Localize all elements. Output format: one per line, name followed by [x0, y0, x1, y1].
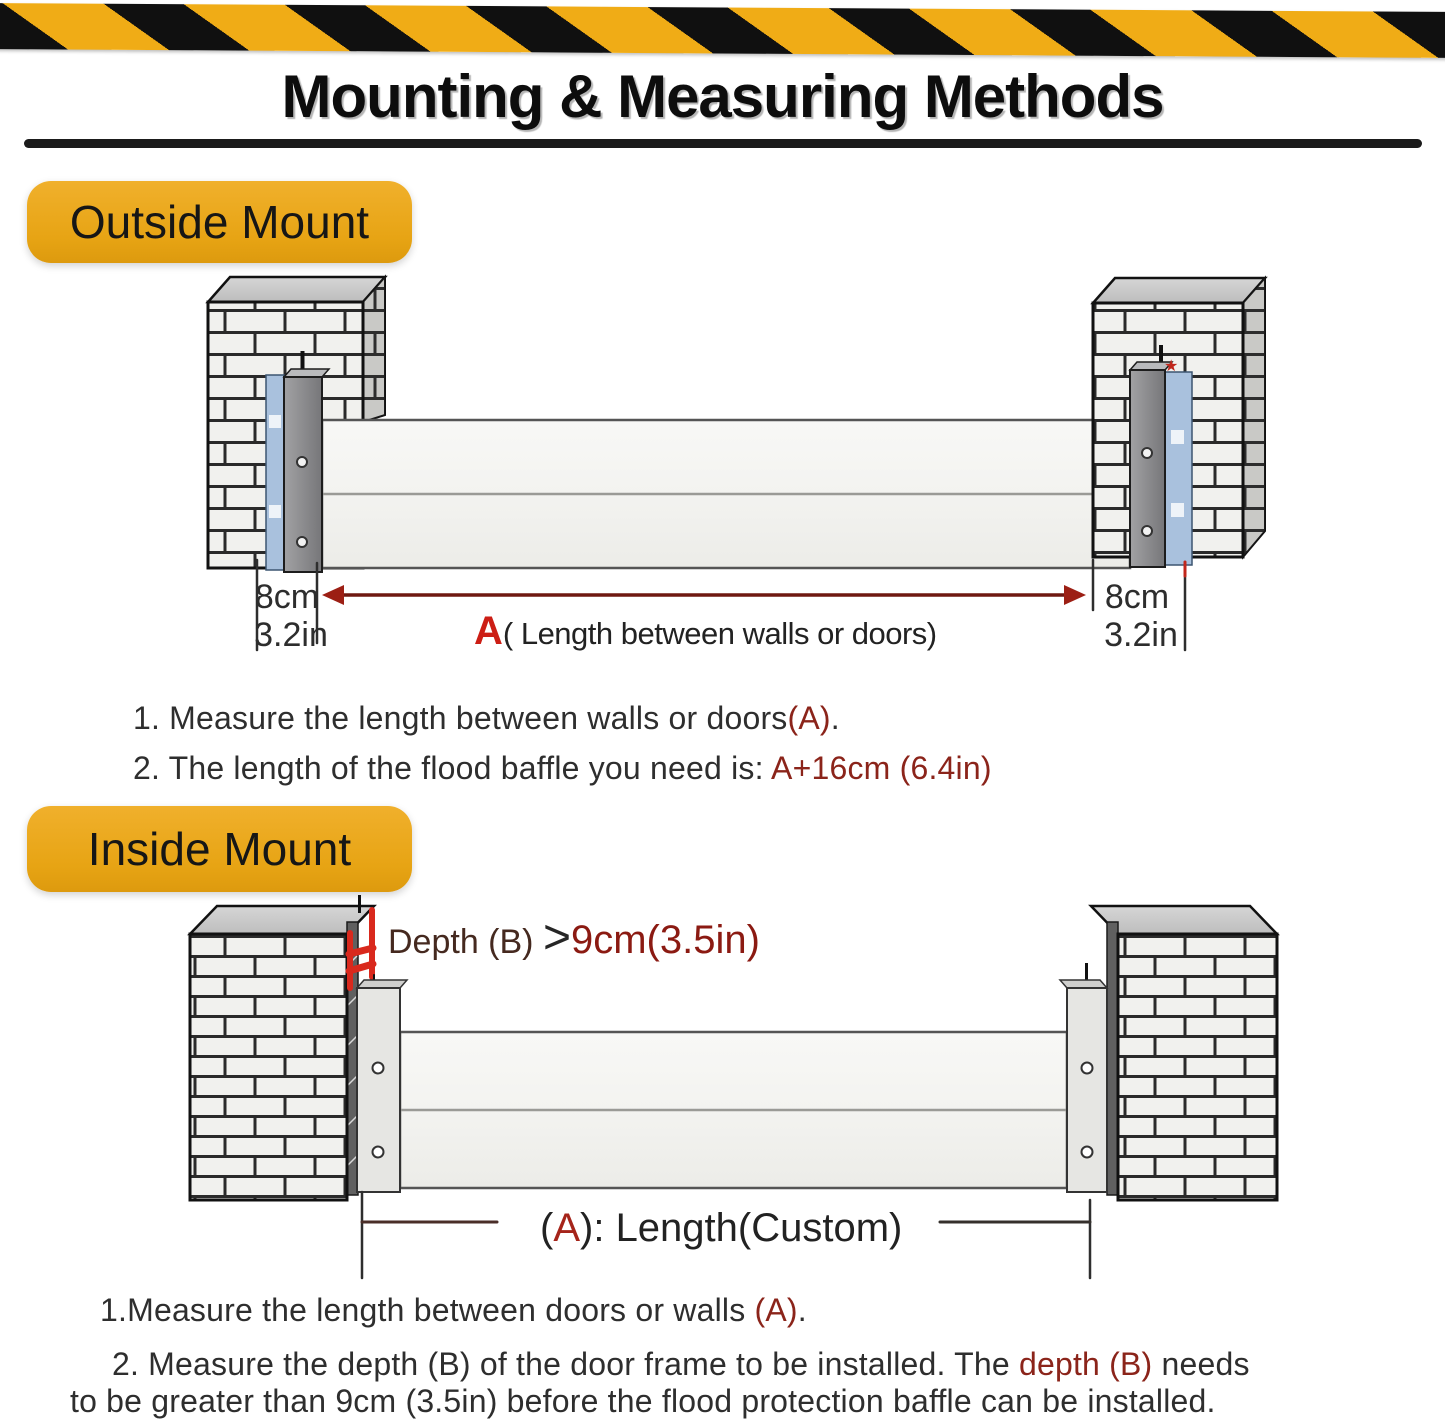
outside-step-2-accent: A+16cm (6.4in)	[771, 750, 992, 786]
outside-step-1	[133, 700, 840, 737]
dimension-arrowhead-right	[1064, 585, 1086, 605]
depth-value: 9cm(3.5in)	[570, 918, 760, 962]
right-mount-channel	[1130, 370, 1165, 567]
right-seal-strip	[1165, 372, 1192, 565]
inside-right-mount-channel-group	[1060, 963, 1107, 1192]
hazard-stripe-banner	[0, 3, 1445, 58]
dimension-arrowhead-left	[322, 585, 344, 605]
depth-label-text: Depth (B)	[388, 923, 543, 961]
screw-hole	[373, 1063, 384, 1074]
length-a-description: ( Length between walls or doors)	[502, 616, 937, 651]
inside-left-mount-channel	[357, 988, 400, 1192]
inside-mount-badge-label: Inside Mount	[87, 823, 352, 875]
right-seal-mark-top	[1171, 430, 1184, 444]
inside-step-2-line-2	[70, 1383, 1216, 1420]
outside-mount-badge-label: Outside Mount	[69, 196, 370, 248]
left-seal-strip	[266, 375, 284, 570]
inside-step-2-line-1	[112, 1346, 1250, 1383]
depth-greater-than: >	[542, 911, 571, 964]
inside-right-channel-bevel	[1060, 980, 1107, 988]
screw-hole	[297, 457, 307, 467]
outside-step-1-text: 1. Measure the length between walls or doors	[133, 700, 788, 736]
depth-bracket-pin	[358, 895, 361, 913]
inside-step-1	[100, 1292, 807, 1329]
inside-right-wall-pillar	[1091, 906, 1277, 1200]
outside-step-2-text: 2. The length of the flood baffle you need is:	[133, 750, 772, 786]
outside-mount-badge	[27, 181, 412, 263]
inside-step-2-tail: needs	[1152, 1346, 1250, 1382]
inside-left-pillar-front-face	[190, 934, 347, 1200]
inside-left-channel-bevel	[357, 980, 407, 988]
inside-step-2-text: 2. Measure the depth (B) of the door frame to be installed. The	[112, 1346, 1019, 1382]
inside-step-2-accent: depth (B)	[1018, 1346, 1153, 1382]
inside-dimension-annotations	[362, 1192, 1090, 1278]
inside-mount-diagram	[0, 895, 1445, 1295]
depth-label	[388, 911, 760, 964]
right-mount-assembly	[1130, 345, 1192, 567]
length-a-letter: A	[474, 609, 503, 653]
left-channel-bevel	[284, 369, 329, 377]
page-title: Mounting & Measuring Methods	[281, 63, 1164, 130]
red-star-marker: ★	[1164, 358, 1179, 375]
custom-length-text: ): Length(Custom)	[580, 1206, 903, 1250]
custom-length-a-letter: A	[553, 1206, 581, 1250]
outside-step-1-accent: (A)	[787, 700, 831, 736]
right-pillar-top-face	[1093, 278, 1265, 303]
screw-hole	[297, 537, 307, 547]
outside-step-2	[133, 750, 992, 787]
left-seal-mark-bottom	[269, 505, 281, 518]
right-pillar-side-shade	[1243, 278, 1265, 557]
inside-right-pillar-front-face	[1118, 934, 1277, 1200]
screw-hole	[1142, 448, 1152, 458]
left-gap-cm-label: 8cm	[254, 578, 320, 616]
inside-step-2-continuation: to be greater than 9cm (3.5in) before the flood protection baffle can be installed.	[70, 1383, 1216, 1419]
left-pillar-side-shade	[363, 277, 385, 422]
inside-right-mount-channel	[1067, 988, 1107, 1192]
right-gap-in-label: 3.2in	[1104, 616, 1178, 654]
title-underline-bar	[24, 139, 1422, 148]
left-mount-assembly	[266, 351, 329, 572]
inside-flood-baffle-panels	[400, 1032, 1067, 1188]
screw-hole	[373, 1147, 384, 1158]
inside-left-wall-pillar	[190, 906, 374, 1200]
right-gap-cm-label: 8cm	[1104, 578, 1170, 616]
screw-hole	[1082, 1063, 1093, 1074]
left-seal-mark-top	[269, 415, 281, 428]
inside-step-1-accent: (A)	[754, 1292, 798, 1328]
inside-mount-badge	[27, 806, 412, 892]
outside-dimension-annotations	[254, 560, 1185, 654]
inside-step-1-text: 1.Measure the length between doors or walls	[100, 1292, 755, 1328]
left-gap-in-label: 3.2in	[254, 616, 328, 654]
inside-right-pillar-inner-face	[1107, 922, 1118, 1195]
outside-step-1-period: .	[830, 700, 840, 736]
inside-right-pillar-top-face	[1091, 906, 1277, 934]
flood-baffle-panels	[322, 420, 1130, 568]
length-a-label	[474, 609, 937, 653]
custom-length-label	[540, 1206, 902, 1250]
custom-length-open-paren: (	[540, 1206, 554, 1250]
screw-hole	[1142, 526, 1152, 536]
inside-left-mount-channel-group	[357, 980, 407, 1192]
screw-hole	[1082, 1147, 1093, 1158]
left-pillar-top-face	[208, 277, 385, 302]
outside-mount-diagram	[0, 265, 1445, 675]
right-seal-mark-bottom	[1171, 503, 1184, 517]
inside-step-1-period: .	[797, 1292, 807, 1328]
